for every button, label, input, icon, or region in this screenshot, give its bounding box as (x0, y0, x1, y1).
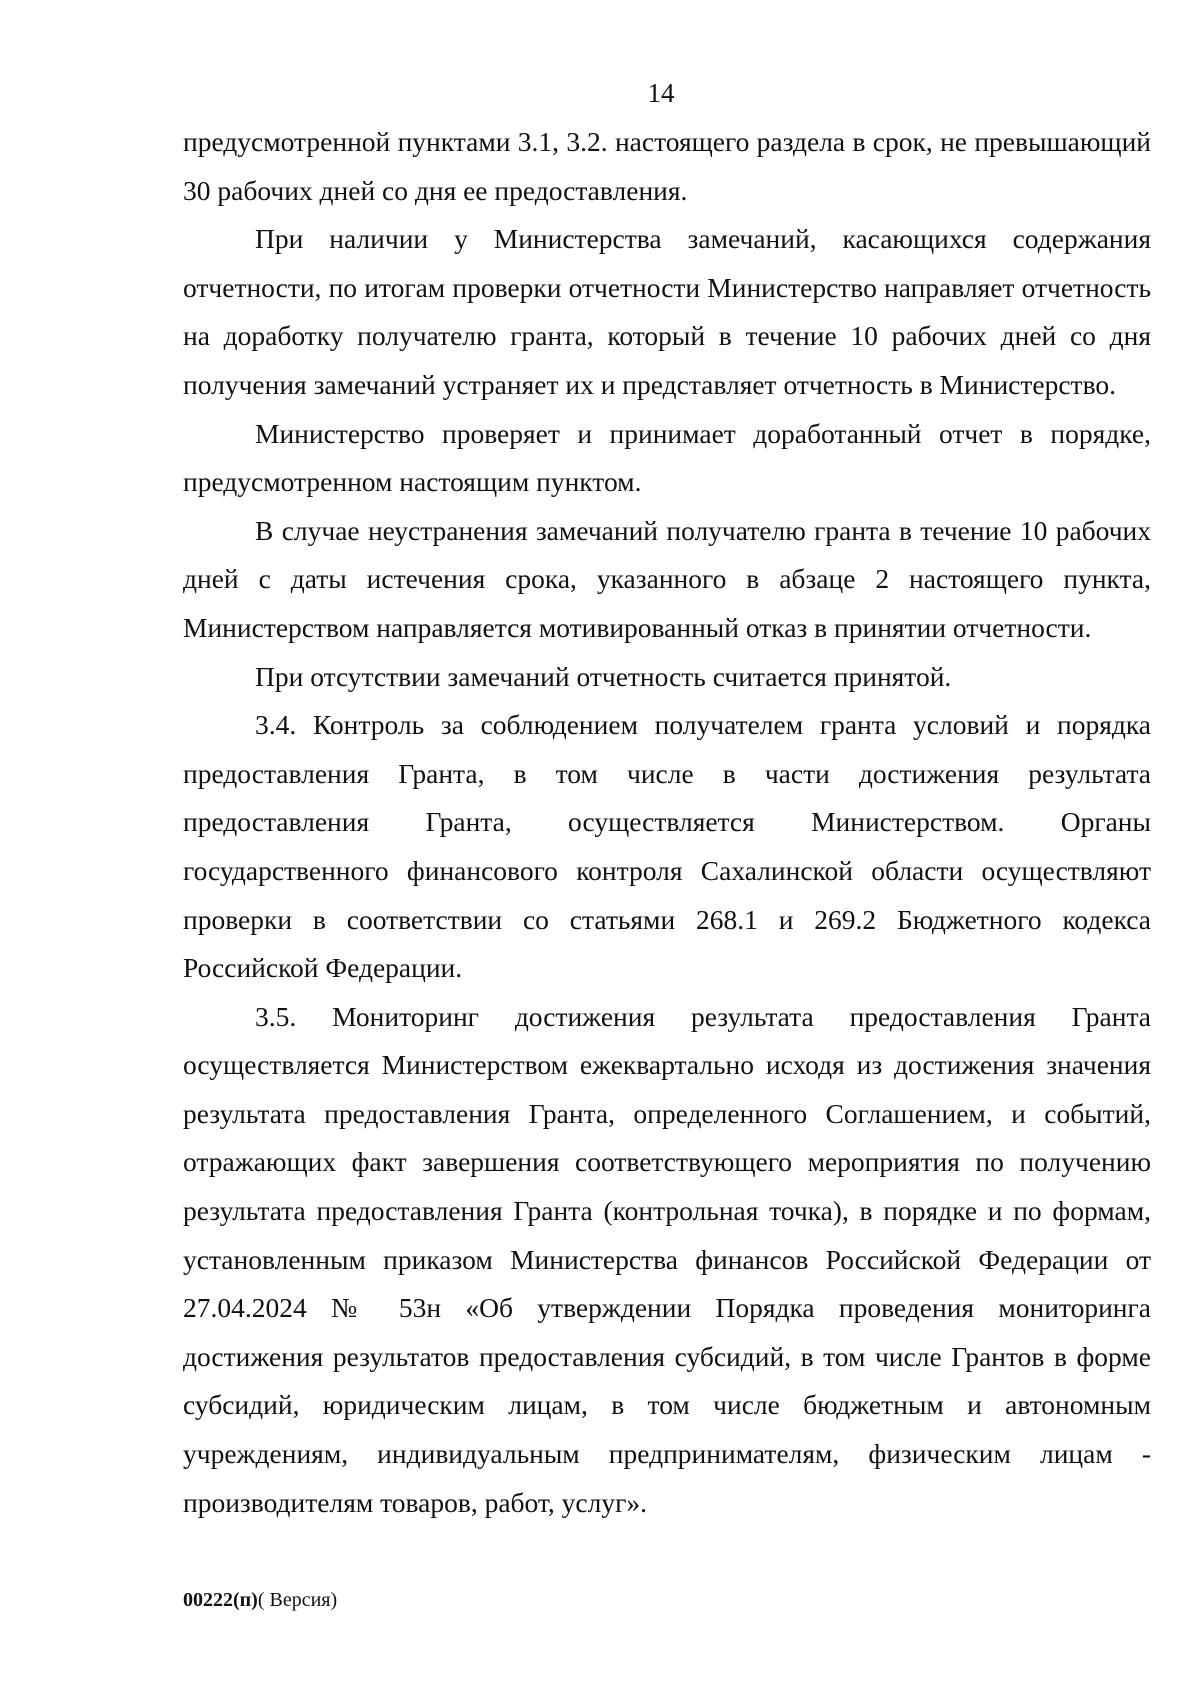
footer-document-code (183, 1588, 337, 1612)
paragraph-refusal: В случае неустранения замечаний получателю гранта в течение 10 рабочих дней с даты истечения срока, указанного в абзаце 2 настоящего пункта, Министерством направляется мотивированный отказ в принятии отчетности. (183, 514, 1151, 643)
paragraph-3-5-monitoring: 3.5. Мониторинг достижения результата предоставления Гранта осуществляется Министерством ежеквартально исходя из достижения значения результата предоставления Гранта, определенного Соглашением, и событий, отражающих факт завершения соответствующего мероприятия по получению результата предоставления Гранта (контрольная точка), в порядке и по формам, установленным приказом Министерства финансов Российской Федерации от 27.04.2024 № 53н «Об утверждении Порядка проведения мониторинга достижения результатов предоставления субсидий, в том числе Грантов в форме субсидий, юридическим лицам, в том числе бюджетным и автономным учреждениям, индивидуальным предпринимателям, физическим лицам - производителям товаров, работ, услуг». (183, 1000, 1151, 1518)
footer-code: 00222(п) (183, 1589, 258, 1611)
paragraph-revised-report: Министерство проверяет и принимает доработанный отчет в порядке, предусмотренном настоящим пунктом. (183, 417, 1151, 498)
paragraph-3-4-control: 3.4. Контроль за соблюдением получателем гранта условий и порядка предоставления Гранта, в том числе в части достижения результата предоставления Гранта, осуществляется Министерством. Органы государственного финансового контроля Сахалинской области осуществляют проверки в соответствии со статьями 268.1 и 269.2 Бюджетного кодекса Российской Федерации. (183, 709, 1151, 984)
footer-version: ( Версия) (257, 1589, 338, 1611)
paragraph-accepted: При отсутствии замечаний отчетность считается принятой. (255, 660, 952, 692)
paragraph-continuation: предусмотренной пунктами 3.1, 3.2. настоящего раздела в срок, не превышающий 30 рабочих дней со дня ее предоставления. (183, 126, 1151, 206)
paragraph-remarks: При наличии у Министерства замечаний, касающихся содержания отчетности, по итогам проверки отчетности Министерство направляет отчетность на доработку получателю гранта, который в течение 10 рабочих дней со дня получения замечаний устраняет их и представляет отчетность в Министерство. (183, 223, 1151, 400)
document-body (183, 118, 1151, 1527)
page-number: 14 (647, 78, 675, 108)
